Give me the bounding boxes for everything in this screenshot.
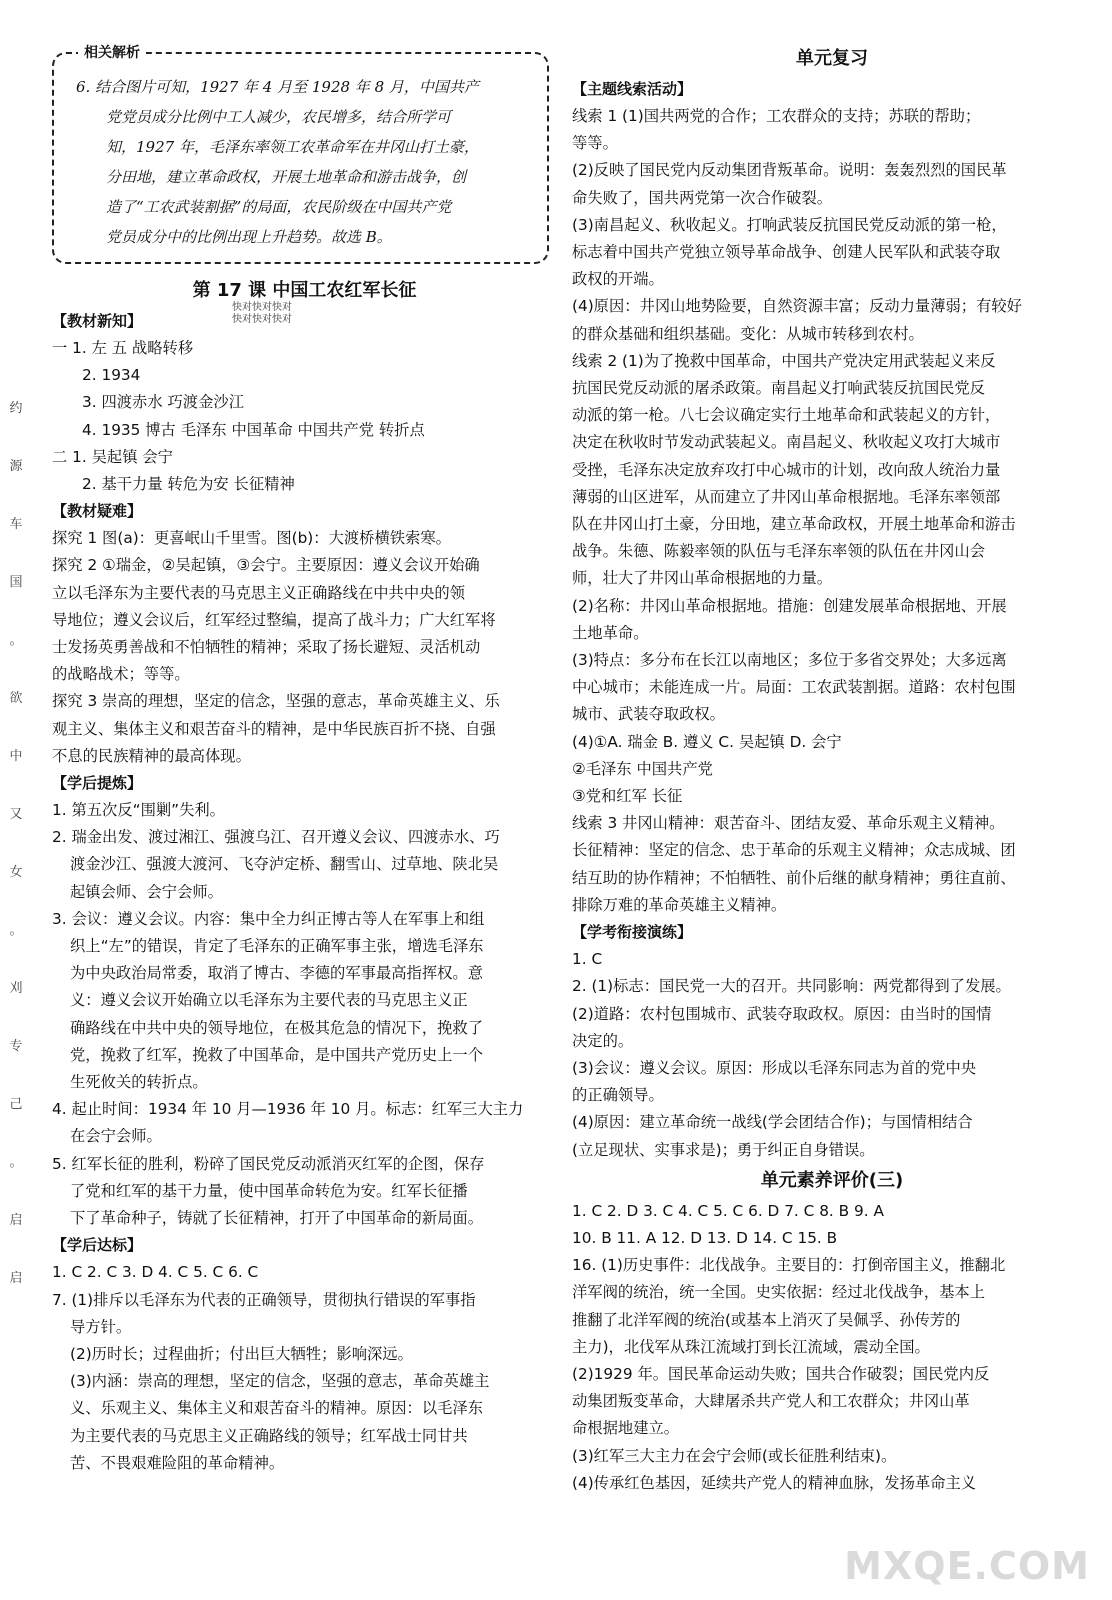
answer-line: (2)道路：农村包围城市、武装夺取政权。原因：由当时的国情 xyxy=(572,1004,992,1023)
margin-char: 源 xyxy=(9,459,23,474)
answer-line: 生死攸关的转折点。 xyxy=(70,1073,208,1092)
analysis-line: 党员成分中的比例出现上升趋势。故选 B。 xyxy=(106,228,392,246)
answer-line: 起镇会师、会宁会师。 xyxy=(70,882,223,901)
analysis-line: 知，1927 年，毛泽东率领工农革命军在井冈山打土豪， xyxy=(106,138,479,156)
answer-line: 标志着中国共产党独立领导革命战争、创建人民军队和武装夺取 xyxy=(572,243,1001,262)
margin-char: 启 xyxy=(9,1271,23,1286)
answer-line: 1. C xyxy=(572,950,603,969)
answer-line: (2)1929 年。国民革命运动失败；国共合作破裂；国民党内反 xyxy=(572,1364,990,1383)
answer-line: 城市、武装夺取政权。 xyxy=(572,705,725,724)
answer-line: 3. 会议：遵义会议。内容：集中全力纠正博古等人在军事上和组 xyxy=(52,909,485,928)
answer-line: 抗国民党反动派的屠杀政策。南昌起义打响武装反抗国民党反 xyxy=(572,379,986,398)
answer-line: 长征精神：坚定的信念、忠于革命的乐观主义精神；众志成城、团 xyxy=(572,841,1016,860)
margin-char: 专 xyxy=(9,1039,23,1054)
answer-line: (3)会议：遵义会议。原因：形成以毛泽东同志为首的党中央 xyxy=(572,1058,977,1077)
section-heading: 【教材疑难】 xyxy=(52,502,143,521)
answer-line: 政权的开端。 xyxy=(572,270,664,289)
margin-char: 约 xyxy=(9,401,23,416)
answer-line: 确路线在中共中央的领导地位，在极其危急的情况下，挽救了 xyxy=(70,1018,484,1037)
watermark-logo: MXQE.COM xyxy=(844,1544,1090,1588)
answer-line: ③党和红军 长征 xyxy=(572,787,683,806)
answer-line: 义、乐观主义、集体主义和艰苦奋斗的精神。原因：以毛泽东 xyxy=(70,1399,484,1418)
answer-line: 观主义、集体主义和艰苦奋斗的精神，是中华民族百折不挠、自强 xyxy=(52,719,496,738)
answer-line: 的正确领导。 xyxy=(572,1086,664,1105)
answer-line: 1. 第五次反“围剿”失利。 xyxy=(52,801,225,820)
analysis-label: 相关解析 xyxy=(78,42,146,64)
answer-line: 队在井冈山打土豪，分田地，建立革命政权，开展土地革命和游击 xyxy=(572,515,1016,534)
answer-line: 2. 1934 xyxy=(82,366,141,385)
answer-line: 等等。 xyxy=(572,134,618,153)
answer-line: 土地革命。 xyxy=(572,623,649,642)
answer-line: 线索 3 井冈山精神：艰苦奋斗、团结友爱、革命乐观主义精神。 xyxy=(572,814,1005,833)
margin-char: 刈 xyxy=(9,981,23,996)
answer-line: 1. C 2. C 3. D 4. C 5. C 6. C xyxy=(52,1263,259,1282)
answer-line: 探究 3 崇高的理想，坚定的信念，坚强的意志，革命英雄主义、乐 xyxy=(52,692,500,711)
answer-line: 4. 起止时间：1934 年 10 月—1936 年 10 月。标志：红军三大主力 xyxy=(52,1100,524,1119)
lesson-title: 第 17 课 中国工农红军长征 xyxy=(192,280,417,301)
answer-line: 在会宁会师。 xyxy=(70,1127,162,1146)
answer-line: 了党和红军的基干力量，使中国革命转危为安。红军长征播 xyxy=(70,1181,468,1200)
section-heading: 【学后达标】 xyxy=(52,1236,143,1255)
answer-line: ②毛泽东 中国共产党 xyxy=(572,759,713,778)
margin-char: 女 xyxy=(9,865,23,880)
answer-line: 立以毛泽东为主要代表的马克思主义正确路线在中共中央的领 xyxy=(52,583,466,602)
margin-char: 。 xyxy=(9,1155,23,1170)
answer-line: (2)名称：井冈山革命根据地。措施：创建发展革命根据地、开展 xyxy=(572,596,1007,615)
answer-line: (立足现状、实事求是)；勇于纠正自身错误。 xyxy=(572,1140,875,1159)
margin-char: 车 xyxy=(9,517,23,532)
left-sections xyxy=(52,308,557,1477)
answer-line: 织上“左”的错误，肯定了毛泽东的正确军事主张，增选毛泽东 xyxy=(70,937,484,956)
answer-line: (3)特点：多分布在长江以南地区；多位于多省交界处；大多远离 xyxy=(572,651,1007,670)
answer-line: 16. (1)历史事件：北伐战争。主要目的：打倒帝国主义，推翻北 xyxy=(572,1256,1006,1275)
answer-line: 结互助的协作精神；不怕牺牲、前仆后继的献身精神；勇往直前、 xyxy=(572,868,1016,887)
answer-line: 主力)，北伐军从珠江流域打到长江流域，震动全国。 xyxy=(572,1337,930,1356)
margin-marks xyxy=(4,400,28,1328)
answer-line: 薄弱的山区进军，从而建立了井冈山革命根据地。毛泽东率领部 xyxy=(572,487,1001,506)
unit-review-title: 单元复习 xyxy=(796,48,868,69)
section-heading: 【教材新知】 xyxy=(52,312,143,330)
answer-line: 线索 1 (1)国共两党的合作；工农群众的支持；苏联的帮助； xyxy=(572,107,981,125)
margin-char: 中 xyxy=(9,749,23,764)
answer-line: (4)原因：建立革命统一战线(学会团结合作)；与国情相结合 xyxy=(572,1113,973,1132)
section-heading: 【学考衔接演练】 xyxy=(572,923,693,942)
answer-line: 士发扬英勇善战和不怕牺牲的精神；采取了扬长避短、灵活机动 xyxy=(52,638,481,657)
analysis-line: 造了“工农武装割据”的局面，农民阶级在中国共产党 xyxy=(106,198,452,216)
answer-line: (3)南昌起义、秋收起义。打响武装反抗国民党反动派的第一枪， xyxy=(572,215,1007,234)
answer-line: (2)反映了国民党内反动集团背叛革命。说明：轰轰烈烈的国民革 xyxy=(572,161,1007,180)
answer-line: 导方针。 xyxy=(70,1317,132,1336)
answer-line: 推翻了北洋军阀的统治(或基本上消灭了吴佩孚、孙传芳的 xyxy=(572,1310,961,1329)
margin-char: 又 xyxy=(9,807,23,822)
answer-line: 7. (1)排斥以毛泽东为代表的正确领导，贯彻执行错误的军事指 xyxy=(52,1290,476,1309)
margin-char: 。 xyxy=(9,633,23,648)
answer-line: 党，挽救了红军，挽救了中国革命，是中国共产党历史上一个 xyxy=(70,1045,484,1064)
answer-line: 义：遵义会议开始确立以毛泽东为主要代表的马克思主义正 xyxy=(70,991,468,1010)
answer-line: 一 1. 左 五 战略转移 xyxy=(52,339,194,357)
analysis-box xyxy=(52,45,549,264)
answer-line: 3. 四渡赤水 巧渡金沙江 xyxy=(82,393,244,412)
section-heading: 【学后提炼】 xyxy=(52,774,143,793)
answer-line: 受挫，毛泽东决定放弃攻打中心城市的计划，改向敌人统治力量 xyxy=(572,460,1001,479)
answer-line: 排除万难的革命英雄主义精神。 xyxy=(572,895,787,914)
answer-line: 4. 1935 博古 毛泽东 中国革命 中国共产党 转折点 xyxy=(82,420,425,439)
answer-line: 导地位；遵义会议后，红军经过整编，提高了战斗力；广大红军将 xyxy=(52,610,496,629)
answer-line: 的群众基础和组织基础。变化：从城市转移到农村。 xyxy=(572,324,924,343)
answer-line: 决定的。 xyxy=(572,1031,634,1050)
answer-line: 线索 2 (1)为了挽救中国革命，中国共产党决定用武装起义来反 xyxy=(572,351,996,370)
margin-char: 欲 xyxy=(9,691,23,706)
analysis-line: 6. 结合图片可知，1927 年 4 月至 1928 年 8 月，中国共产 xyxy=(76,78,479,96)
answer-line: (4)传承红色基因，延续共产党人的精神血脉，发扬革命主义 xyxy=(572,1473,977,1492)
answer-line: 苦、不畏艰难险阻的革命精神。 xyxy=(70,1453,285,1472)
answer-line: 二 1. 吴起镇 会宁 xyxy=(52,447,173,466)
answer-line: (2)历时长；过程曲折；付出巨大牺牲；影响深远。 xyxy=(70,1344,413,1363)
answer-line: 10. B 11. A 12. D 13. D 14. C 15. B xyxy=(572,1228,838,1247)
answer-line: 师，壮大了井冈山革命根据地的力量。 xyxy=(572,569,833,588)
answer-line: 2. (1)标志：国民党一大的召开。共同影响：两党都得到了发展。 xyxy=(572,977,1011,996)
answer-line: 决定在秋收时节发动武装起义。南昌起义、秋收起义攻打大城市 xyxy=(572,433,1001,452)
margin-char: 己 xyxy=(9,1097,23,1112)
answer-line: 动派的第一枪。八七会议确定实行土地革命和武装起义的方针， xyxy=(572,406,1001,425)
answer-line: 下了革命种子，铸就了长征精神，打开了中国革命的新局面。 xyxy=(70,1209,484,1228)
section-heading: 【主题线索活动】 xyxy=(572,80,693,98)
answer-line: (3)内涵：崇高的理想，坚定的信念，坚强的意志，革命英雄主 xyxy=(70,1372,490,1391)
answer-line: 的战略战术；等等。 xyxy=(52,665,190,684)
analysis-line: 分田地，建立革命政权，开展土地革命和游击战争，创 xyxy=(106,168,467,186)
answer-line: 不息的民族精神的最高体现。 xyxy=(52,746,251,765)
answer-line: 为中央政治局常委，取消了博古、李德的军事最高指挥权。意 xyxy=(70,964,484,983)
answer-line: 命失败了，国共两党第一次合作破裂。 xyxy=(572,188,833,207)
answer-line: 为主要代表的马克思主义正确路线的领导；红军战士同甘共 xyxy=(70,1426,468,1445)
analysis-line: 党党员成分比例中工人减少，农民增多，结合所学可 xyxy=(106,108,452,126)
margin-char: 国 xyxy=(9,575,23,590)
stamp: 快对快对快对 快对快对快对 xyxy=(232,302,292,325)
answer-line: 2. 基干力量 转危为安 长征精神 xyxy=(82,475,295,494)
answer-line: 1. C 2. D 3. C 4. C 5. C 6. D 7. C 8. B 9. A xyxy=(572,1201,884,1220)
answer-line: 探究 1 图(a)：更喜岷山千里雪。图(b)：大渡桥横铁索寒。 xyxy=(52,529,451,548)
right-column xyxy=(572,42,1092,1497)
unit-eval-title: 单元素养评价(三) xyxy=(760,1169,904,1191)
left-column xyxy=(52,42,557,1477)
answer-line: 渡金沙江、强渡大渡河、飞夺泸定桥、翻雪山、过草地、陕北吴 xyxy=(70,855,499,874)
margin-char: 。 xyxy=(9,923,23,938)
margin-char: 启 xyxy=(9,1213,23,1228)
answer-line: 5. 红军长征的胜利，粉碎了国民党反动派消灭红军的企图，保存 xyxy=(52,1154,485,1173)
unit-eval-answers xyxy=(572,1198,1092,1497)
answer-line: 动集团叛变革命，大肆屠杀共产党人和工农群众；井冈山革 xyxy=(572,1392,970,1411)
right-blocks xyxy=(572,76,1092,1164)
answer-line: 战争。朱德、陈毅率领的队伍与毛泽东率领的队伍在井冈山会 xyxy=(572,542,986,561)
analysis-text xyxy=(76,72,529,252)
answer-line: 中心城市；未能连成一片。局面：工农武装割据。道路：农村包围 xyxy=(572,678,1016,697)
answer-line: 洋军阀的统治，统一全国。史实依据：经过北伐战争，基本上 xyxy=(572,1283,986,1302)
answer-line: 探究 2 ①瑞金，②吴起镇，③会宁。主要原因：遵义会议开始确 xyxy=(52,556,480,575)
answer-line: (4)①A. 瑞金 B. 遵义 C. 吴起镇 D. 会宁 xyxy=(572,732,842,751)
answer-line: (3)红军三大主力在会宁会师(或长征胜利结束)。 xyxy=(572,1446,897,1465)
answer-line: 2. 瑞金出发、渡过湘江、强渡乌江、召开遵义会议、四渡赤水、巧 xyxy=(52,828,500,847)
answer-line: 命根据地建立。 xyxy=(572,1419,680,1438)
answer-line: (4)原因：井冈山地势险要，自然资源丰富；反动力量薄弱；有较好 xyxy=(572,297,1022,316)
